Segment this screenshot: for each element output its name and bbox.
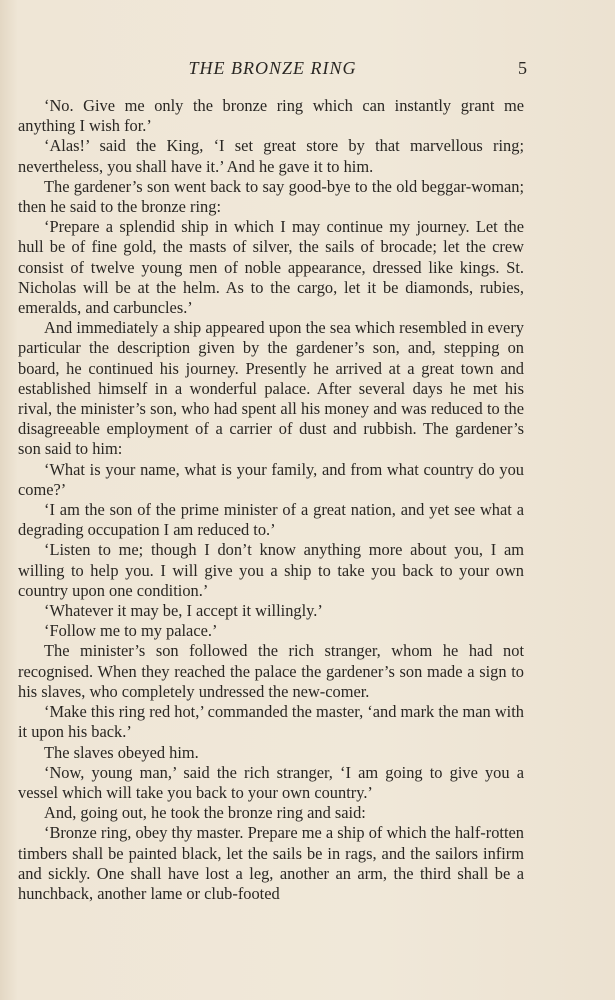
paragraph: ‘Now, young man,’ said the rich stranger, ‘I am going to give you a vessel which will take you back to your own country.’ (18, 762, 524, 802)
paragraph: ‘Bronze ring, obey thy master. Prepare me a ship of which the half-rotten timbers shall be painted black, let the sails be in rags, and the sailors infirm and sickly. One shall have lost a leg, another an arm, the third shall be a hunchback, another lame or club-footed (18, 823, 524, 903)
paragraph: ‘I am the son of the prime minister of a great nation, and yet see what a degrading occupation I am reduced to.’ (18, 500, 524, 540)
paragraph: The minister’s son followed the rich stranger, whom he had not recognised. When they reached the palace the gardener’s son made a sign to his slaves, who completely undressed the new-comer. (18, 641, 524, 701)
paragraph: The slaves obeyed him. (44, 742, 199, 762)
paragraph: ‘Prepare a splendid ship in which I may continue my journey. Let the hull be of fine gold, the masts of silver, the sails of brocade; let the crew consist of twelve young men of noble appearance, dressed like kings. St. Nicholas will be at the helm. As to the cargo, let it be diamonds, rubies, emeralds, and carbuncles.’ (18, 217, 524, 318)
paragraph: And immediately a ship appeared upon the sea which resembled in every particular the description given by the gardener’s son, and, stepping on board, he continued his journey. Presently he arrived at a great town and established himself in a wonderful palace. After several days he met his rival, the minister’s son, who had spent all his money and was reduced to the disagreeable employment of a carrier of dust and rubbish. The gardener’s son said to him: (18, 318, 524, 459)
paragraph: ‘Make this ring red hot,’ commanded the master, ‘and mark the man with it upon his back.’ (18, 702, 524, 742)
paragraph: ‘Listen to me; though I don’t know anything more about you, I am willing to help you. I will give you a ship to take you back to your own country upon one condition.’ (18, 540, 524, 600)
page-number: 5 (518, 58, 527, 78)
paragraph: And, going out, he took the bronze ring and said: (44, 803, 366, 823)
body-text (18, 96, 524, 904)
paragraph: ‘Whatever it may be, I accept it willingly.’ (44, 601, 323, 621)
running-head: THE BRONZE RING (188, 58, 357, 78)
paragraph: ‘No. Give me only the bronze ring which can instantly grant me anything I wish for.’ (18, 96, 524, 136)
paragraph: ‘Follow me to my palace.’ (44, 621, 218, 641)
paragraph: ‘Alas!’ said the King, ‘I set great store by that marvellous ring; nevertheless, you shall have it.’ And he gave it to him. (18, 136, 524, 176)
paragraph: The gardener’s son went back to say good-bye to the old beggar-woman; then he said to the bronze ring: (18, 176, 524, 217)
paragraph: ‘What is your name, what is your family, and from what country do you come?’ (18, 459, 524, 499)
